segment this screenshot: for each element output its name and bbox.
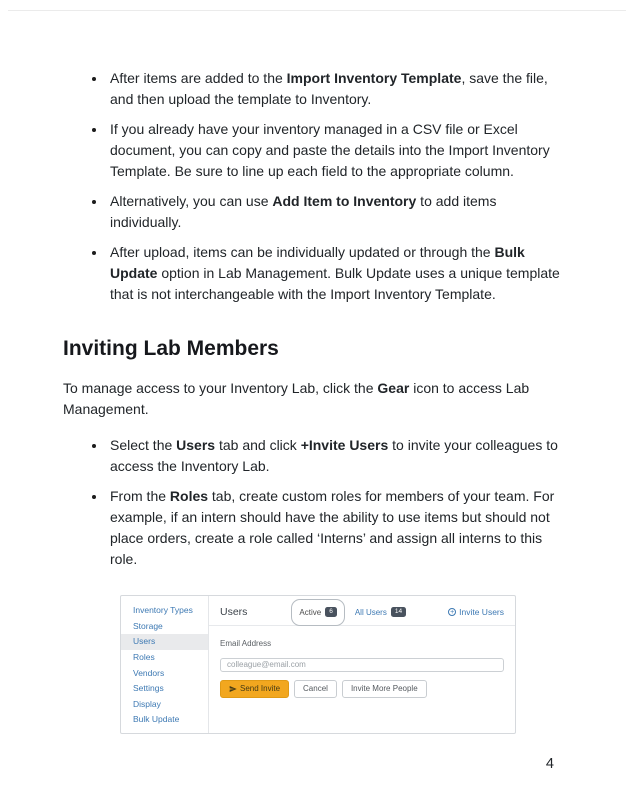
sidebar-item-vendors: Vendors (133, 667, 165, 678)
bullet-item: • If you already have your inventory managed in a CSV file or Excel document, you can copy and paste the details into the Import Inventory Template. Be sure to line up each field to the appropriate column. (107, 119, 563, 182)
bullet-item: • Select the Users tab and click +Invite Users to invite your colleagues to access the Inventory Lab. (107, 435, 563, 477)
active-count-badge: 6 (325, 607, 337, 618)
bullet-item: • Alternatively, you can use Add Item to Inventory to add items individually. (107, 191, 563, 233)
sidebar-item-storage: Storage (133, 620, 163, 631)
all-users-tab (355, 602, 406, 623)
invite-users-link-label: Invite Users (459, 606, 504, 617)
sidebar-item-display: Display (133, 698, 161, 709)
bullet-list-import (63, 68, 563, 305)
bullet-item: • After upload, items can be individually updated or through the Bulk Update option in Lab Management. Bulk Update uses a unique template that is not interchangeable with the Import Inventory Template. (107, 242, 563, 305)
email-input: colleague@email.com (220, 658, 504, 672)
sidebar-item-settings: Settings (133, 683, 164, 694)
cancel-button: Cancel (294, 680, 337, 698)
circle-plus-icon: + (450, 608, 455, 616)
sidebar-item-roles: Roles (133, 652, 155, 663)
sidebar-item-bulk-update: Bulk Update (133, 714, 180, 725)
screenshot-main-panel (209, 596, 515, 733)
embedded-screenshot (120, 595, 516, 734)
all-users-count-badge: 14 (391, 607, 406, 618)
sidebar-item-users: Users (121, 634, 208, 650)
invite-users-link (448, 602, 504, 623)
screenshot-sidebar (121, 596, 209, 733)
active-tab-label: Active (299, 607, 322, 617)
active-users-tab (291, 599, 344, 626)
bullet-list-invite (63, 435, 563, 570)
intro-paragraph: To manage access to your Inventory Lab, click the Gear icon to access Lab Management. (63, 380, 530, 417)
document-page (63, 68, 563, 734)
sidebar-item-inventory-types: Inventory Types (133, 605, 193, 616)
screenshot-header (220, 603, 504, 621)
bullet-item: • From the Roles tab, create custom roles for members of your team. For example, if an intern should have the ability to use items but should not place orders, create a role called ‘Interns’ and assign all interns to this role. (107, 486, 563, 570)
users-panel-title: Users (220, 605, 248, 618)
email-address-label: Email Address (220, 639, 272, 648)
send-invite-button (220, 680, 289, 698)
page-top-border (8, 10, 626, 11)
all-users-tab-label: All Users (354, 607, 387, 617)
invite-form-buttons (220, 680, 504, 698)
page-number: 4 (545, 756, 554, 772)
send-invite-label: Send Invite (240, 684, 281, 693)
section-heading: Inviting Lab Members (63, 337, 279, 360)
invite-more-people-button: Invite More People (342, 680, 427, 698)
user-filter-tabs (291, 599, 406, 626)
send-icon (229, 685, 237, 693)
bullet-item: • After items are added to the Import Inventory Template, save the file, and then upload the template to Inventory. (107, 68, 563, 110)
